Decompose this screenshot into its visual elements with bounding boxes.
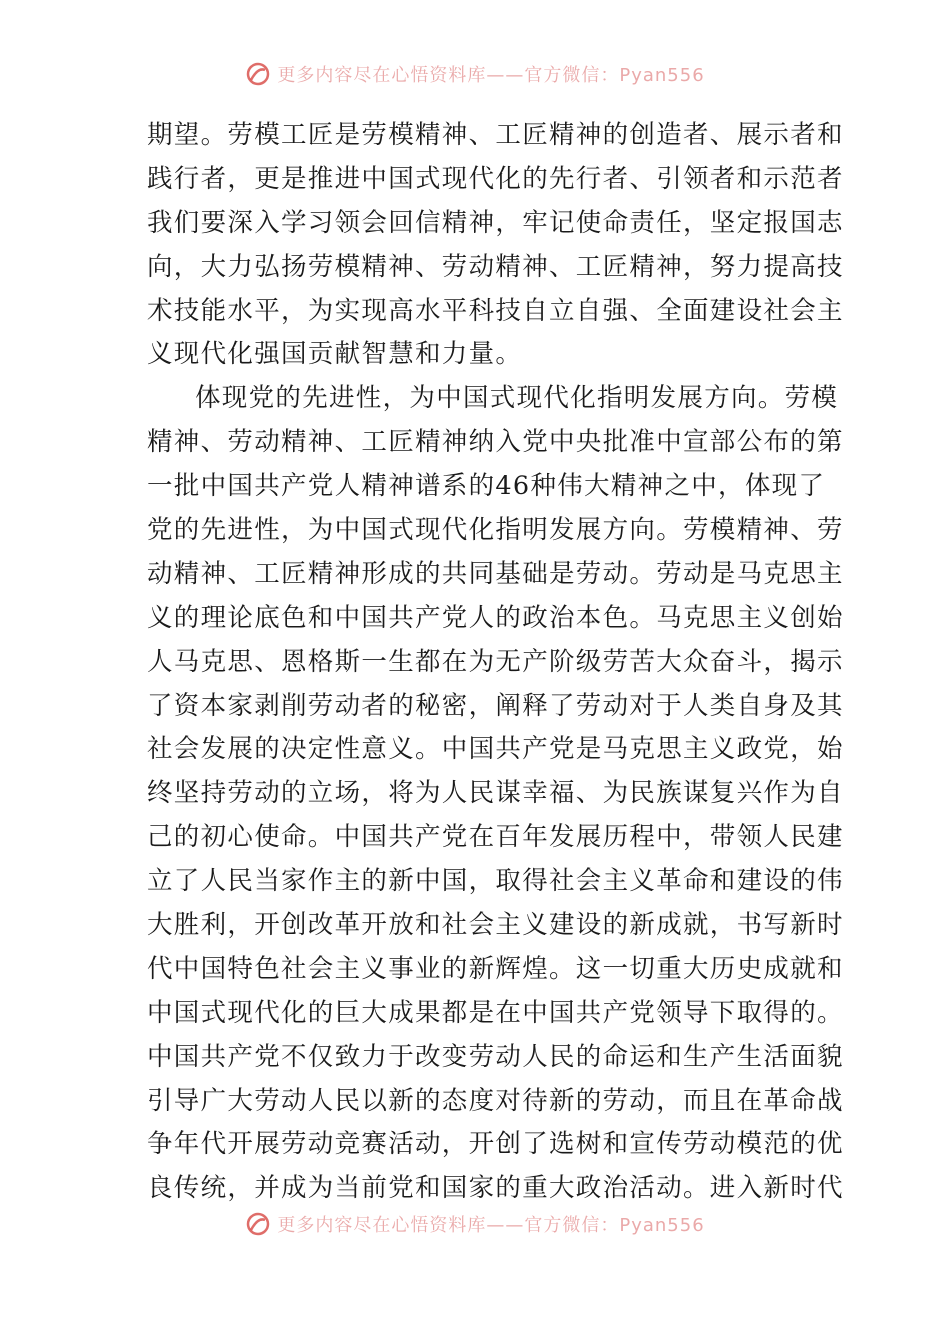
paragraph [147, 114, 844, 377]
text-line: 动精神、工匠精神形成的共同基础是劳动。劳动是马克思主 [147, 558, 844, 589]
text-line: 良传统，并成为当前党和国家的重大政治活动。进入新时代 [147, 1173, 844, 1204]
watermark-logo-icon [245, 1211, 271, 1237]
text-line: 引导广大劳动人民以新的态度对待新的劳动，而且在革命战 [147, 1085, 844, 1116]
text-line: 一批中国共产党人精神谱系的46种伟大精神之中，体现了 [147, 471, 826, 502]
watermark-text: 更多内容尽在心悟资料库——官方微信：Pyan556 [277, 1215, 705, 1236]
text-line: 立了人民当家作主的新中国，取得社会主义革命和建设的伟 [147, 866, 844, 897]
text-line: 术技能水平，为实现高水平科技自立自强、全面建设社会主 [147, 295, 844, 326]
footer-watermark [0, 1204, 950, 1244]
text-line: 了资本家剥削劳动者的秘密，阐释了劳动对于人类自身及其 [147, 690, 844, 721]
header-watermark [0, 54, 950, 94]
text-line: 大胜利，开创改革开放和社会主义建设的新成就，书写新时 [147, 910, 844, 941]
text-line: 精神、劳动精神、工匠精神纳入党中央批准中宣部公布的第 [147, 427, 844, 458]
text-line: 义现代化强国贡献智慧和力量。 [147, 339, 523, 370]
text-line: 代中国特色社会主义事业的新辉煌。这一切重大历史成就和 [147, 953, 844, 984]
text-line: 践行者，更是推进中国式现代化的先行者、引领者和示范者 [147, 163, 844, 194]
text-line: 人马克思、恩格斯一生都在为无产阶级劳苦大众奋斗，揭示 [147, 646, 844, 677]
text-line: 体现党的先进性，为中国式现代化指明发展方向。劳模 [195, 383, 839, 414]
text-line: 中国共产党不仅致力于改变劳动人民的命运和生产生活面貌 [147, 1041, 844, 1072]
text-line: 社会发展的决定性意义。中国共产党是马克思主义政党，始 [147, 734, 844, 765]
text-line: 争年代开展劳动竞赛活动，开创了选树和宣传劳动模范的优 [147, 1129, 844, 1160]
text-line: 义的理论底色和中国共产党人的政治本色。马克思主义创始 [147, 602, 844, 633]
watermark-text: 更多内容尽在心悟资料库——官方微信：Pyan556 [277, 65, 705, 86]
text-line: 中国式现代化的巨大成果都是在中国共产党领导下取得的。 [147, 997, 844, 1028]
text-line: 我们要深入学习领会回信精神，牢记使命责任，坚定报国志 [147, 207, 844, 238]
paragraph [147, 377, 844, 1211]
text-line: 党的先进性，为中国式现代化指明发展方向。劳模精神、劳 [147, 515, 844, 546]
text-line: 期望。劳模工匠是劳模精神、工匠精神的创造者、展示者和 [147, 120, 844, 150]
watermark-logo-icon [245, 61, 271, 87]
document-body [147, 114, 844, 1211]
text-line: 己的初心使命。中国共产党在百年发展历程中，带领人民建 [147, 822, 844, 853]
text-line: 终坚持劳动的立场，将为人民谋幸福、为民族谋复兴作为自 [147, 778, 844, 809]
text-line: 向，大力弘扬劳模精神、劳动精神、工匠精神，努力提高技 [147, 251, 844, 282]
